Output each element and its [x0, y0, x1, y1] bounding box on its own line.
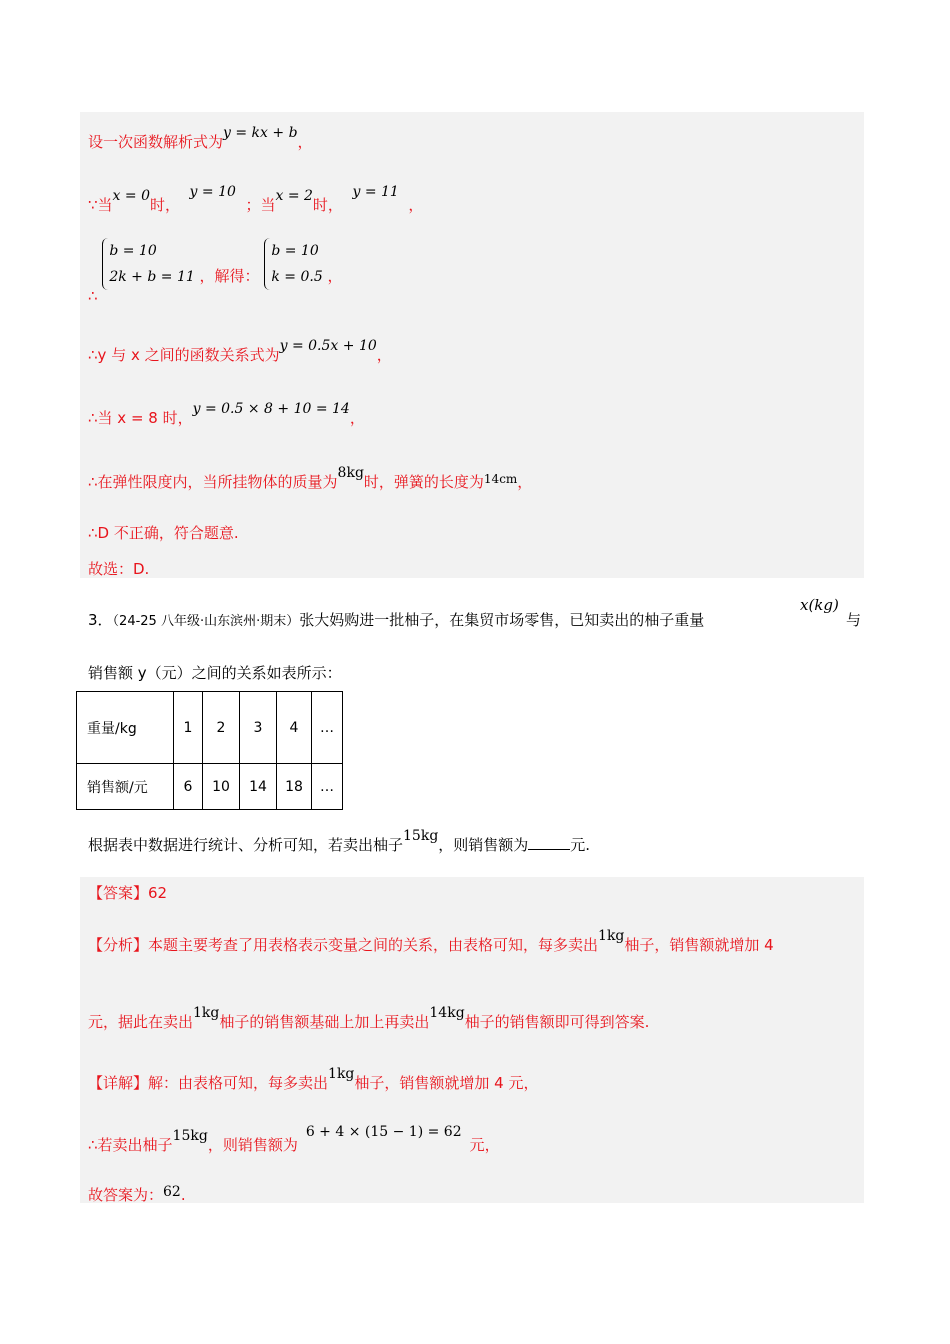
math-expr: 6 + 4 × (15 − 1) = 62	[305, 1124, 462, 1140]
text: 柚子的销售额即可得到答案.	[464, 1013, 650, 1031]
math-expr: x = 0	[112, 188, 150, 204]
math-expr: 1kg	[598, 928, 625, 944]
text: 根据表中数据进行统计、分析可知，若卖出柚子	[88, 836, 404, 854]
text: ，	[408, 196, 424, 214]
table-cell: 6	[174, 764, 203, 810]
question-number: 3．	[88, 611, 113, 629]
text: ，	[349, 409, 365, 427]
text: ∴在弹性限度内，当所挂物体的质量为	[88, 473, 338, 491]
weight-sales-table	[76, 691, 343, 810]
text: 故答案为：	[88, 1186, 164, 1204]
table-cell: 3	[240, 692, 277, 764]
answer-blank	[528, 835, 570, 850]
table-cell: …	[312, 692, 343, 764]
text: ，	[376, 346, 392, 364]
math-expr: y = kx + b	[223, 125, 298, 141]
math-expr: y = 0.5x + 10	[279, 338, 377, 354]
text: ∵当	[88, 196, 113, 214]
equation-system-1	[102, 238, 194, 290]
math-expr: 1kg	[328, 1066, 355, 1082]
table-cell: 2	[203, 692, 240, 764]
table-cell: …	[312, 764, 343, 810]
text: 元，	[469, 1136, 500, 1154]
text: ∴	[88, 286, 98, 305]
math-expr: y = 11	[352, 184, 399, 200]
text: 柚子，销售额就增加 4 元，	[354, 1074, 539, 1092]
text: 时，	[312, 196, 343, 214]
solution-line-5	[88, 401, 365, 428]
text: 时，弹簧的长度为	[363, 473, 484, 491]
table-row	[77, 764, 343, 810]
equation: 2k + b = 11	[109, 269, 195, 285]
text: 解：由表格可知，每多卖出	[148, 1074, 329, 1092]
analysis-label: 【分析】	[88, 936, 149, 954]
solution-line-4	[88, 338, 392, 365]
math-expr: 14kg	[429, 1005, 465, 1021]
text: 元，据此在卖出	[88, 1013, 194, 1031]
text: 时，	[149, 196, 180, 214]
text: ，解得：	[199, 266, 260, 285]
question-3-line-1	[88, 609, 704, 630]
answer-value: 62	[148, 884, 168, 902]
math-expr: 14cm	[483, 472, 518, 486]
math-expr: 8kg	[337, 465, 364, 481]
text: 柚子的销售额基础上加上再卖出	[219, 1013, 430, 1031]
text: ，则销售额为	[438, 836, 529, 854]
math-expr: 15kg	[172, 1128, 208, 1144]
solution-line-6	[88, 465, 533, 492]
equation: k = 0.5	[271, 269, 323, 285]
question-3-line-2: 销售额 y（元）之间的关系如表所示：	[88, 664, 342, 682]
table-header-sales: 销售额/元	[77, 764, 174, 810]
math-expr: 1kg	[193, 1005, 220, 1021]
math-expr: 15kg	[403, 828, 439, 844]
table-header-weight: 重量/kg	[77, 692, 174, 764]
table-row	[77, 692, 343, 764]
text: ∴当 x = 8 时，	[88, 409, 193, 427]
question-3-ask	[88, 828, 591, 855]
text: ∴y 与 x 之间的函数关系式为	[88, 346, 280, 364]
analysis-line-1	[88, 928, 774, 955]
table-cell: 18	[277, 764, 312, 810]
equation-system-2	[264, 238, 322, 290]
text: 张大妈购进一批柚子，在集贸市场零售，已知卖出的柚子重量	[299, 611, 705, 629]
answer-line	[88, 882, 167, 903]
text: ，	[297, 133, 313, 151]
text: ，	[327, 266, 343, 285]
variable-x-kg: x(kg)	[800, 596, 839, 614]
text: .	[180, 1186, 186, 1204]
math-expr: y = 10	[189, 184, 236, 200]
detail-label: 【详解】	[88, 1074, 149, 1092]
text: ；当	[245, 196, 276, 214]
text: 元.	[570, 836, 591, 854]
text: ∴若卖出柚子	[88, 1136, 173, 1154]
math-expr: y = 0.5 × 8 + 10 = 14	[192, 401, 350, 417]
table-cell: 4	[277, 692, 312, 764]
text: 设一次函数解析式为	[88, 133, 224, 151]
analysis-line-2	[88, 1005, 650, 1032]
answer-label: 【答案】	[88, 884, 149, 902]
table-cell: 10	[203, 764, 240, 810]
text: 与	[846, 611, 862, 629]
detail-line-3	[88, 1184, 186, 1205]
text: ，	[517, 473, 533, 491]
text: 本题主要考查了用表格表示变量之间的关系，由表格可知，每多卖出	[148, 936, 599, 954]
solution-line-3	[88, 238, 343, 305]
equation: b = 10	[271, 243, 319, 259]
text: ，则销售额为	[207, 1136, 298, 1154]
table-cell: 1	[174, 692, 203, 764]
solution-line-8: 故选：D.	[88, 560, 150, 578]
solution-line-2	[88, 184, 424, 215]
table-cell: 14	[240, 764, 277, 810]
text: 柚子，销售额就增加 4	[624, 936, 774, 954]
solution-line-1	[88, 125, 313, 152]
question-source: （24-25 八年级·山东滨州·期末）	[112, 614, 300, 629]
detail-line-2	[88, 1124, 500, 1155]
equation: b = 10	[109, 243, 157, 259]
math-expr: x = 2	[275, 188, 313, 204]
math-expr: 62	[163, 1184, 181, 1200]
detail-line-1	[88, 1066, 539, 1093]
solution-line-7: ∴D 不正确，符合题意.	[88, 524, 239, 542]
